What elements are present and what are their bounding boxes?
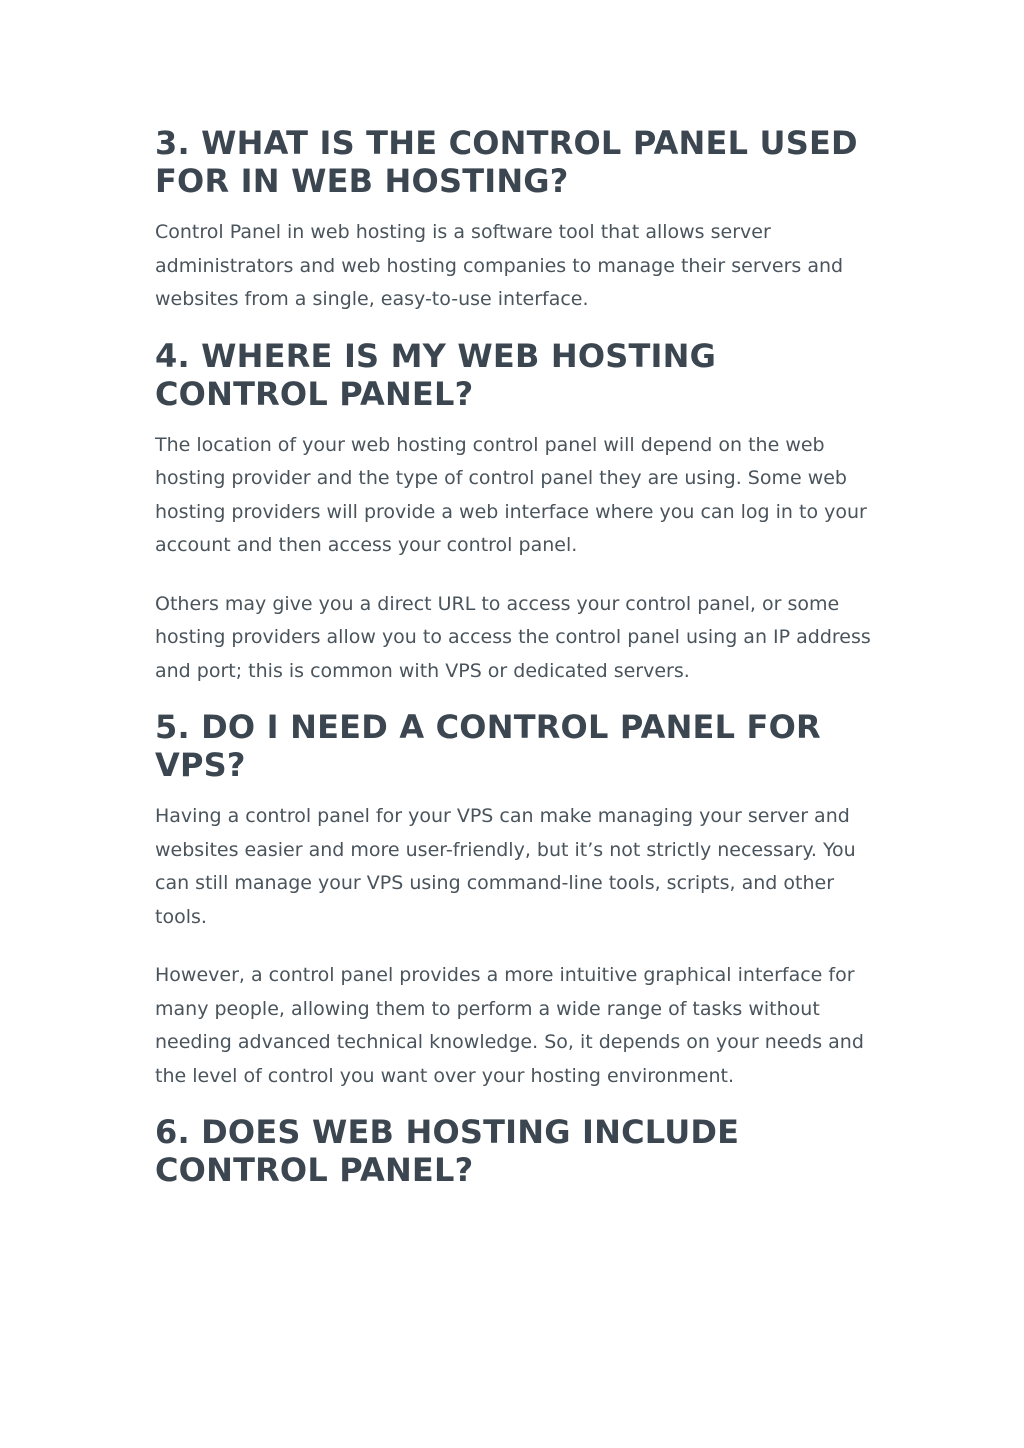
section-heading-3: 3. WHAT IS THE CONTROL PANEL USED FOR IN WEB HOSTING?: [155, 124, 858, 200]
section-5-paragraph-1: Having a control panel for your VPS can make managing your server and websites easier and more user-friendly, but it’s not strictly necessary. You can still manage your VPS using command-line tools, scripts, and other tools.: [155, 805, 856, 928]
section-heading-5: 5. DO I NEED A CONTROL PANEL FOR VPS?: [155, 708, 821, 784]
section-3-paragraph-1: Control Panel in web hosting is a software tool that allows server administrators and web hosting companies to manage their servers and websites from a single, easy-to-use interface.: [155, 221, 844, 310]
section-4-paragraph-1: The location of your web hosting control panel will depend on the web hosting provider and the type of control panel they are using. Some web hosting providers will provide a web interface where you can log in to your account and then access your control panel.: [155, 433, 867, 556]
document-body: [155, 124, 885, 1205]
section-heading-6: 6. DOES WEB HOSTING INCLUDE CONTROL PANEL?: [155, 1113, 740, 1189]
section-heading-4: 4. WHERE IS MY WEB HOSTING CONTROL PANEL?: [155, 336, 717, 413]
section-5-paragraph-2: However, a control panel provides a more intuitive graphical interface for many people, allowing them to perform a wide range of tasks without needing advanced technical knowledge. So, it depends on your needs and the level of control you want over your hosting environment.: [155, 964, 864, 1087]
section-4-paragraph-2: Others may give you a direct URL to access your control panel, or some hosting providers allow you to access the control panel using an IP address and port; this is common with VPS or dedicated servers.: [155, 592, 871, 682]
